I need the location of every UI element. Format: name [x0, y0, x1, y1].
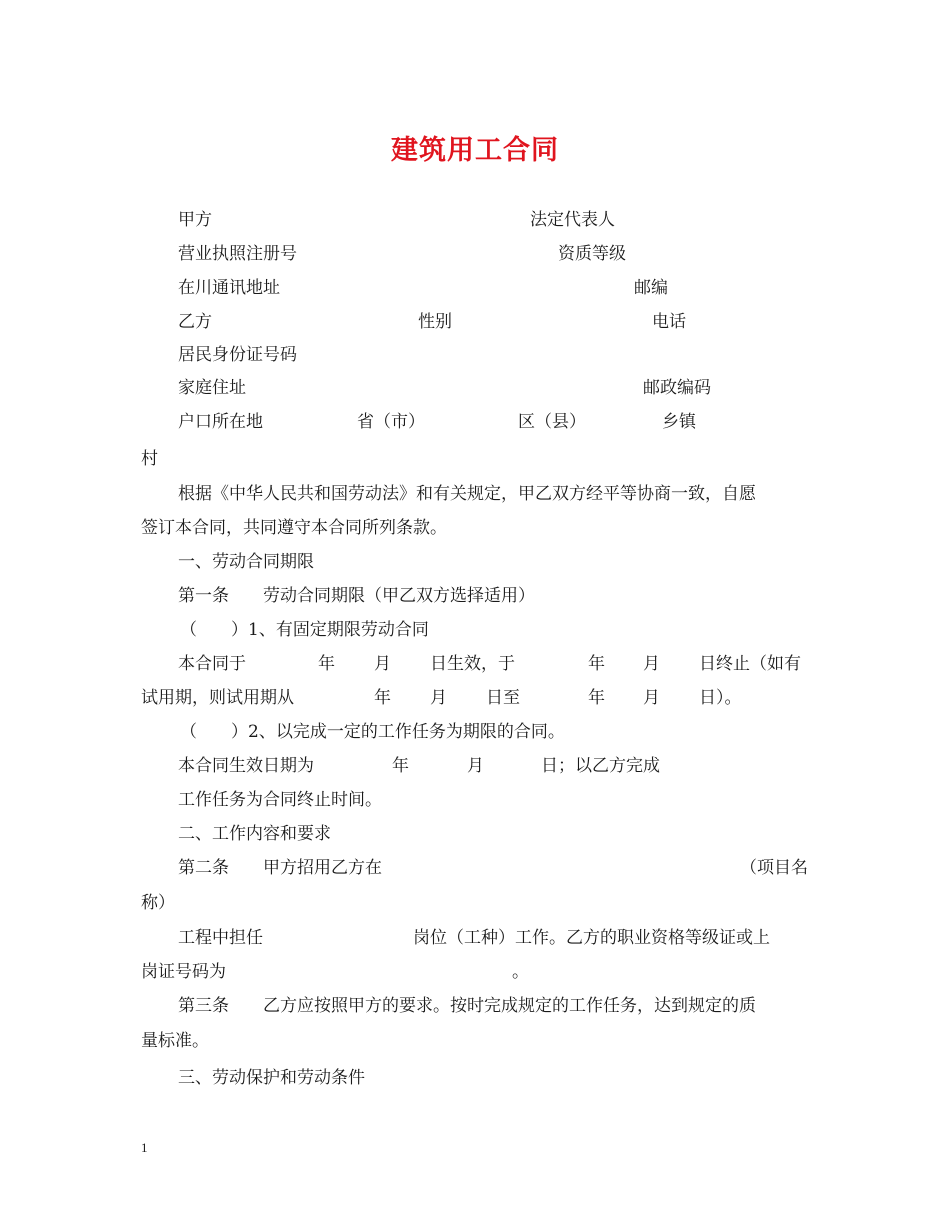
article-1: 第一条 劳动合同期限（甲乙双方选择适用）: [178, 586, 535, 606]
fixed-term-text: 本合同于: [178, 654, 246, 674]
option-1: （ ）1、有固定期限劳动合同: [180, 620, 429, 640]
certificate-end: 。: [512, 962, 529, 982]
license-no-label: 营业执照注册号: [178, 244, 297, 264]
article-2-continued: 称）: [141, 893, 175, 913]
task-end-text: 工作任务为合同终止时间。: [178, 790, 382, 810]
fixed-year-2: 年: [588, 654, 605, 674]
probation-year-2: 年: [588, 688, 605, 708]
option-2: （ ）2、以完成一定的工作任务为期限的合同。: [180, 722, 565, 742]
certificate-text: 岗证号码为: [141, 962, 226, 982]
post-role-text: 岗位（工种）工作。乙方的职业资格等级证或上: [413, 928, 770, 948]
page-number: 1: [141, 1140, 148, 1155]
task-day: 日；以乙方完成: [541, 756, 660, 776]
district-label: 区（县）: [518, 412, 586, 432]
section-3-heading: 三、劳动保护和劳动条件: [178, 1068, 365, 1088]
probation-year-1: 年: [374, 688, 391, 708]
fixed-effective: 日生效，于: [430, 654, 515, 674]
province-label: 省（市）: [357, 412, 425, 432]
section-2-heading: 二、工作内容和要求: [178, 824, 331, 844]
gender-label: 性别: [418, 312, 452, 332]
article-2-text: 第二条 甲方招用乙方在: [178, 858, 382, 878]
fixed-end: 日终止（如有: [699, 654, 801, 674]
home-address-label: 家庭住址: [178, 378, 246, 398]
article-3-line-2: 量标准。: [141, 1031, 209, 1051]
preamble-line-2: 签订本合同，共同遵守本合同所列条款。: [141, 518, 447, 538]
probation-month-2: 月: [643, 688, 660, 708]
phone-label: 电话: [652, 312, 686, 332]
post-text: 工程中担任: [178, 928, 263, 948]
fixed-month-1: 月: [374, 654, 391, 674]
article-3-line-1: 第三条 乙方应按照甲方的要求。按时完成规定的工作任务，达到规定的质: [178, 996, 756, 1016]
fixed-year-1: 年: [318, 654, 335, 674]
probation-to: 日至: [486, 688, 520, 708]
probation-text: 试用期，则试用期从: [141, 688, 294, 708]
zip-label: 邮编: [634, 278, 668, 298]
id-no-label: 居民身份证号码: [178, 345, 297, 365]
qualification-label: 资质等级: [558, 244, 626, 264]
task-effective-text: 本合同生效日期为: [178, 756, 314, 776]
township-label: 乡镇: [662, 412, 696, 432]
postal-code-label: 邮政编码: [643, 378, 711, 398]
task-month: 月: [467, 756, 484, 776]
fixed-month-2: 月: [643, 654, 660, 674]
party-a-label: 甲方: [178, 210, 212, 230]
legal-rep-label: 法定代表人: [530, 210, 615, 230]
preamble-line-1: 根据《中华人民共和国劳动法》和有关规定，甲乙双方经平等协商一致，自愿: [178, 484, 756, 504]
address-label: 在川通讯地址: [178, 278, 280, 298]
task-year: 年: [392, 756, 409, 776]
section-1-heading: 一、劳动合同期限: [178, 552, 314, 572]
hukou-label: 户口所在地: [178, 412, 263, 432]
article-2-project-name: （项目名: [740, 858, 808, 878]
probation-end: 日）。: [699, 688, 742, 708]
village-label: 村: [141, 449, 158, 469]
probation-month-1: 月: [430, 688, 447, 708]
document-title: 建筑用工合同: [391, 135, 559, 166]
party-b-label: 乙方: [178, 312, 212, 332]
